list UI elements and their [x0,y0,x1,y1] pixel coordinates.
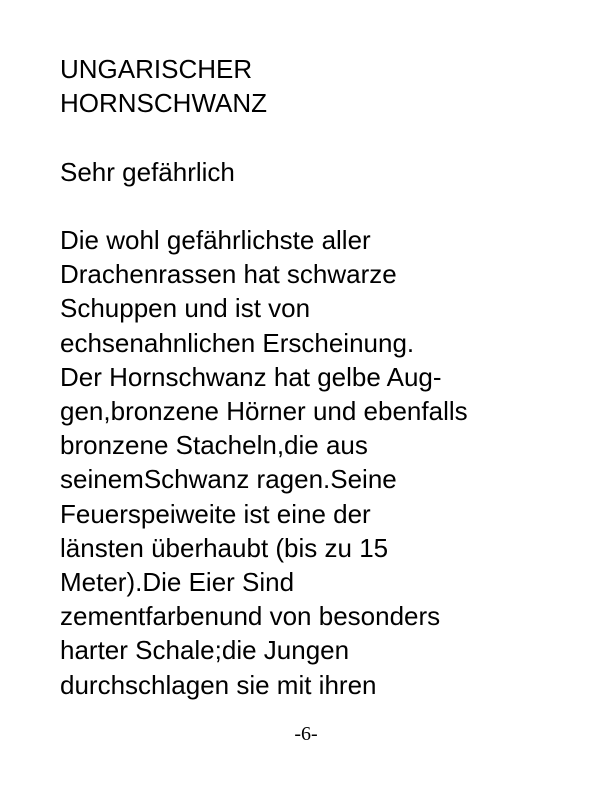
body-line: harter Schale;die Jungen [60,635,350,666]
blank-line [60,189,580,223]
danger-rating: Sehr gefährlich [60,156,235,187]
title-line-2: HORNSCHWANZ [60,88,268,119]
body-line: durchschlagen sie mit ihren [60,669,377,700]
body-line: Feuerspeiweite ist eine der [60,498,371,529]
body-line: Drachenrassen hat schwarze [60,259,397,290]
body-line: zementfarbenund von besonders [60,601,441,632]
body-line: Die wohl gefährlichste aller [60,224,371,255]
body-line: länsten überhaubt (bis zu 15 [60,532,389,563]
body-line: Meter).Die Eier Sind [60,567,295,598]
page-text [60,52,580,702]
body-line: seinemSchwanz ragen.Seine [60,464,397,495]
title-line-1: UNGARISCHER [60,54,253,84]
body-line: bronzene Stacheln,die aus [60,430,368,461]
blank-line [60,120,580,154]
body-line: gen,bronzene Hörner und ebenfalls [60,396,468,426]
body-line: echsenahnlichen Erscheinung. [60,327,415,358]
body-line: Der Hornschwanz hat gelbe Aug- [60,361,442,392]
body-line: Schuppen und ist von [60,293,311,324]
page-number: -6- [294,723,318,745]
